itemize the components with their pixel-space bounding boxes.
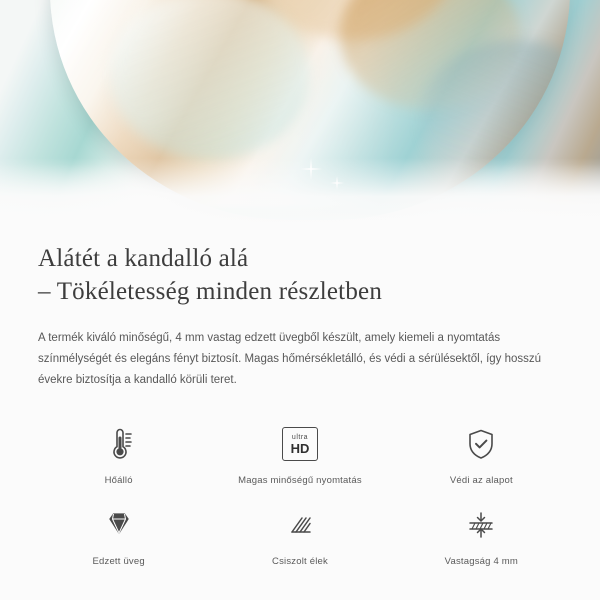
marble-streak xyxy=(110,0,310,160)
page-title xyxy=(38,242,562,308)
feature-grid xyxy=(0,421,600,567)
shield-check-icon xyxy=(461,421,501,467)
feature-label: Csiszolt élek xyxy=(272,556,328,567)
headline-line-2: – Tökéletesség minden részletben xyxy=(38,278,383,305)
feature-label: Magas minőségű nyomtatás xyxy=(238,475,362,486)
feature-label: Edzett üveg xyxy=(92,556,145,567)
headline-line-1: Alátét a kandalló alá xyxy=(38,245,249,272)
feature-label: Hőálló xyxy=(104,475,133,486)
hero-fade-overlay xyxy=(0,158,600,228)
feature-item-protects-surface xyxy=(391,421,572,486)
feature-item-heat-resistant xyxy=(28,421,209,486)
feature-item-print-quality xyxy=(209,421,390,486)
thermometer-icon xyxy=(99,421,139,467)
hero-product-image xyxy=(0,0,600,228)
feature-label: Vastagság 4 mm xyxy=(444,556,519,567)
feature-label: Védi az alapot xyxy=(449,475,513,486)
ultra-hd-badge-bottom: HD xyxy=(290,440,310,456)
ultra-hd-badge-top: ultra xyxy=(291,433,309,441)
ultra-hd-icon xyxy=(282,421,318,467)
feature-item-tempered-glass xyxy=(28,502,209,567)
description-paragraph: A termék kiváló minőségű, 4 mm vastag edzett üvegből készült, amely kiemeli a nyomtatás színmélységét és elegáns fényt biztosít. Magas hőmérsékletálló, és védi a sérülésektől, így hosszú évekre biztosítja a kandalló körüli teret. xyxy=(38,332,542,386)
diamond-icon xyxy=(99,502,139,548)
polished-edges-icon xyxy=(280,502,320,548)
feature-item-thickness xyxy=(391,502,572,567)
text-content xyxy=(0,242,600,391)
thickness-icon xyxy=(461,502,501,548)
feature-item-polished-edges xyxy=(209,502,390,567)
